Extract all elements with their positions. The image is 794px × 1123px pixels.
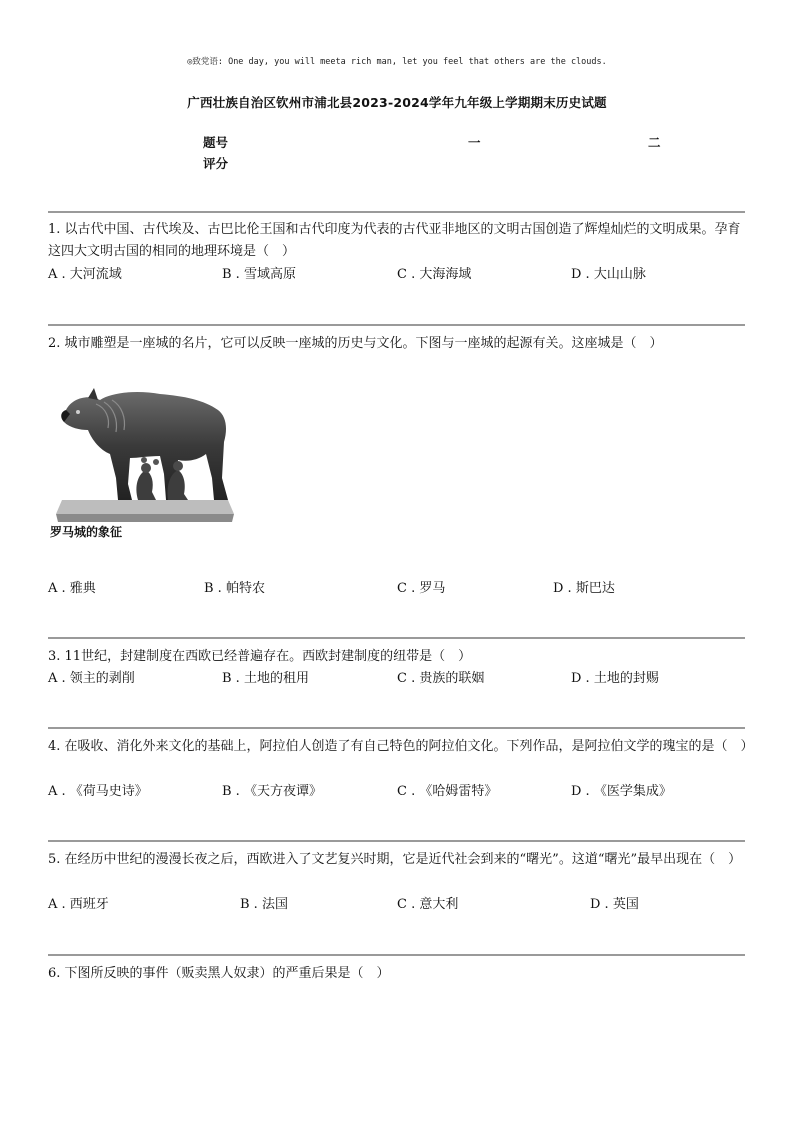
- question-text: 2. 城市雕塑是一座城的名片，它可以反映一座城的历史与文化。下图与一座城的起源有关。这座城是（ ）: [48, 336, 663, 351]
- divider: [48, 637, 745, 639]
- option-a[interactable]: A . 西班牙: [48, 897, 109, 912]
- option-c[interactable]: C . 大海海域: [397, 267, 472, 282]
- option-a[interactable]: A . 《荷马史诗》: [48, 784, 148, 799]
- option-a[interactable]: A . 雅典: [48, 581, 96, 596]
- option-a[interactable]: A . 领主的剥削: [48, 671, 135, 686]
- option-b[interactable]: B . 法国: [240, 897, 288, 912]
- score-row-grade: [0, 154, 794, 172]
- question-text: 4. 在吸收、消化外来文化的基础上，阿拉伯人创造了有自己特色的阿拉伯文化。下列作品，是阿拉伯文学的瑰宝的是（ ）: [48, 739, 754, 754]
- option-b[interactable]: B . 《天方夜谭》: [222, 784, 322, 799]
- image-caption: 罗马城的象征: [50, 525, 123, 539]
- exam-title: 广西壮族自治区钦州市浦北县2023-2024学年九年级上学期期末历史试题: [187, 95, 607, 110]
- score-row-number: [0, 133, 794, 151]
- option-d[interactable]: D . 《医学集成》: [571, 784, 672, 799]
- option-b[interactable]: B . 帕特农: [204, 581, 265, 596]
- score-row-label: 题号: [203, 135, 229, 150]
- question-text: 6. 下图所反映的事件（贩卖黑人奴隶）的严重后果是（ ）: [48, 966, 390, 981]
- question-text: 5. 在经历中世纪的漫漫长夜之后，西欧进入了文艺复兴时期，它是近代社会到来的“曙光”。这道“曙光”最早出现在（ ）: [48, 852, 742, 867]
- divider: [48, 324, 745, 326]
- divider: [48, 727, 745, 729]
- option-a[interactable]: A . 大河流域: [48, 267, 122, 282]
- option-c[interactable]: C . 《哈姆雷特》: [397, 784, 498, 799]
- option-d[interactable]: D . 斯巴达: [553, 581, 615, 596]
- score-col-1: 一: [468, 135, 481, 150]
- question-text: 1. 以古代中国、古代埃及、古巴比伦王国和古代印度为代表的古代亚非地区的文明古国创造了辉煌灿烂的文明成果。孕育这四大文明古国的相同的地理环境是（ ）: [48, 222, 741, 259]
- option-b[interactable]: B . 土地的租用: [222, 671, 309, 686]
- divider: [48, 211, 745, 213]
- question-text: 3. 11世纪，封建制度在西欧已经普遍存在。西欧封建制度的纽带是（ ）: [48, 649, 472, 664]
- option-d[interactable]: D . 土地的封赐: [571, 671, 659, 686]
- option-c[interactable]: C . 罗马: [397, 581, 446, 596]
- divider: [48, 840, 745, 842]
- option-b[interactable]: B . 雪域高原: [222, 267, 296, 282]
- grade-row-label: 评分: [203, 156, 229, 171]
- option-c[interactable]: C . 贵族的联姻: [397, 671, 485, 686]
- option-d[interactable]: D . 大山山脉: [571, 267, 646, 282]
- option-c[interactable]: C . 意大利: [397, 897, 459, 912]
- score-col-2: 二: [648, 135, 661, 150]
- option-d[interactable]: D . 英国: [590, 897, 639, 912]
- divider: [48, 954, 745, 956]
- header-motto: ◎致党语: One day, you will meeta rich man, let you feel that others are the clouds.: [187, 57, 607, 67]
